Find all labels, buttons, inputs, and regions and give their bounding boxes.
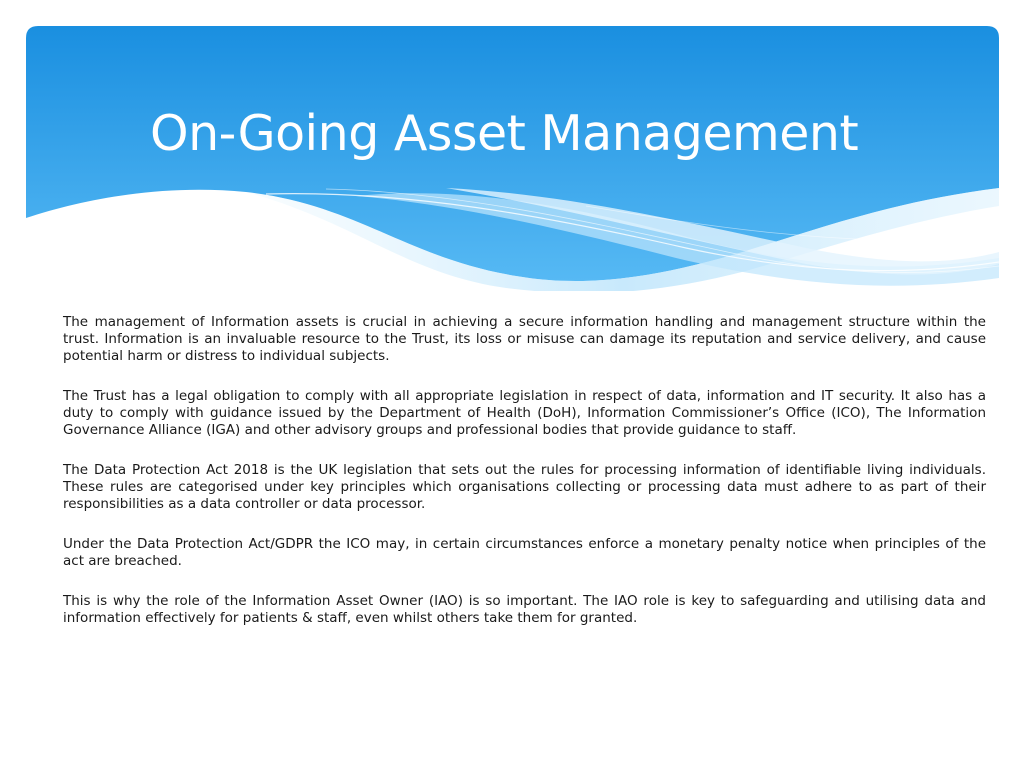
paragraph-asset-management: The management of Information assets is crucial in achieving a secure information handling and management structure within the trust. Information is an invaluable resource to the Trust, its loss or misuse can damage its reputation and service delivery, and cause potential harm or distress to individual subjects. [63, 314, 986, 364]
slide-body [63, 314, 986, 650]
paragraph-ico-penalty: Under the Data Protection Act/GDPR the ICO may, in certain circumstances enforce a monetary penalty notice when principles of the act are breached. [63, 536, 986, 569]
slide-title: On-Going Asset Management [150, 105, 859, 162]
paragraph-data-protection-act: The Data Protection Act 2018 is the UK legislation that sets out the rules for processing information of identifiable living individuals. These rules are categorised under key principles which organisations collecting or processing data must adhere to as part of their responsibilities as a data controller or data processor. [63, 462, 986, 512]
paragraph-legal-obligation: The Trust has a legal obligation to comply with all appropriate legislation in respect of data, information and IT security. It also has a duty to comply with guidance issued by the Department of Health (DoH), Information Commissioner’s Office (ICO), The Information Governance Alliance (IGA) and other advisory groups and professional bodies that provide guidance to staff. [63, 388, 986, 438]
paragraph-iao-role: This is why the role of the Information Asset Owner (IAO) is so important. The IAO role is key to safeguarding and utilising data and information effectively for patients & staff, even whilst others take them for granted. [63, 593, 986, 626]
title-banner [26, 26, 999, 291]
